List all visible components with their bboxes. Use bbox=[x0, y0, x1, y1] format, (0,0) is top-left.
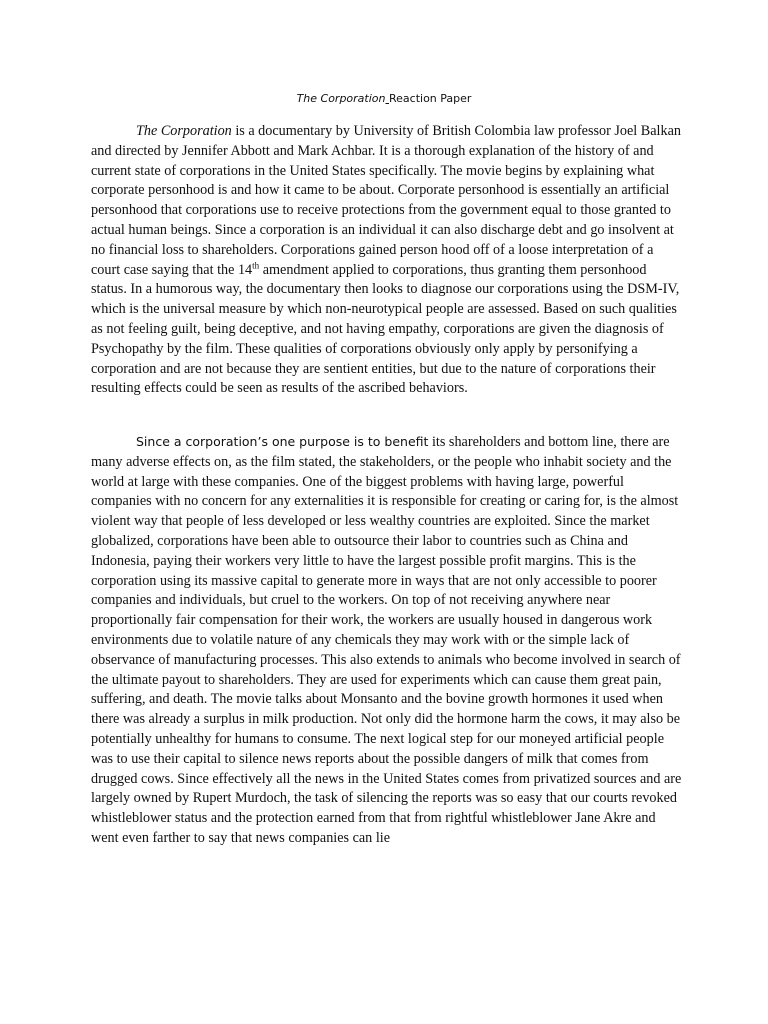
paragraph-2-text: its shareholders and bottom line, there are many adverse effects on, as the film stated, the stakeholders, or the people who inhabit society and the world at large with these companies. One of the biggest problems with having large, powerful companies with no concern for any externalities it is responsible for creating or caring for, is the almost violent way that people of less developed or less wealthy countries are exploited. Since the market globalized, corporations have been able to outsource their labor to countries such as China and Indonesia, paying their workers very little to have the largest possible profit margins. This is the corporation using its massive capital to generate more in ways that are not only accessible to poorer companies and individuals, but cruel to the workers. On top of not receiving anywhere near proportionally fair compensation for their work, the workers are usually housed in dangerous work environments due to volatile nature of any chemicals they may work with or the simple lack of observance of manufacturing processes. This also extends to animals who become involved in search of the ultimate payout to shareholders. They are used for experiments which can cause them great pain, suffering, and death. The movie talks about Monsanto and the bovine growth hormones it used when there was already a surplus in milk production. Not only did the hormone harm the cows, it may also be potentially unhealthy for humans to consume. The next logical step for our moneyed artificial people was to use their capital to silence news reports about the possible dangers of milk that comes from drugged cows. Since effectively all the news in the United States comes from privatized sources and are largely owned by Rupert Murdoch, the task of silencing the reports was so easy that our courts revoked whistleblower status and the protection earned from that from rightful whistleblower Jane Akre and went even farther to say that news companies can lie bbox=[91, 434, 682, 846]
title-rest: Reaction Paper bbox=[389, 92, 472, 105]
paragraph-1-lead: The Corporation bbox=[136, 123, 232, 139]
paragraph-1-text-a: is a documentary by University of British Colombia law professor Joel Balkan and directed by Jennifer Abbott and Mark Achbar. It is a thorough explanation of the history of and current state of corporations in the United States specifically. The movie begins by explaining what corporate personhood is and how it came to be about. Corporate personhood is essentially an artificial personhood that corporations use to receive protections from the government equal to those granted to actual human beings. Since a corporation is an individual it can also discharge debt and go insolvent at no financial loss to shareholders. Corporations gained person hood off of a loose interpretation of a court case saying that the 14 bbox=[91, 123, 681, 278]
paragraph-1 bbox=[91, 122, 683, 399]
title-italic: The Corporation bbox=[296, 92, 386, 105]
paragraph-1-text-b: amendment applied to corporations, thus granting them personhood status. In a humorous way, the documentary then looks to diagnose our corporations using the DSM-IV, which is the universal measure by which non-neurotypical people are assessed. Based on such qualities as not feeling guilt, being deceptive, and not having empathy, corporations are given the diagnosis of Psychopathy by the film. These qualities of corporations obviously only apply by personifying a corporation and are not because they are sentient entities, but due to the nature of corporations their resulting effects could be seen as results of the ascribed behaviors. bbox=[91, 261, 680, 397]
paragraph-1-superscript: th bbox=[252, 259, 260, 270]
document-title bbox=[0, 92, 768, 105]
paragraph-2 bbox=[91, 432, 683, 849]
paragraph-2-lead: Since a corporation’s one purpose is to benefit bbox=[136, 434, 429, 449]
